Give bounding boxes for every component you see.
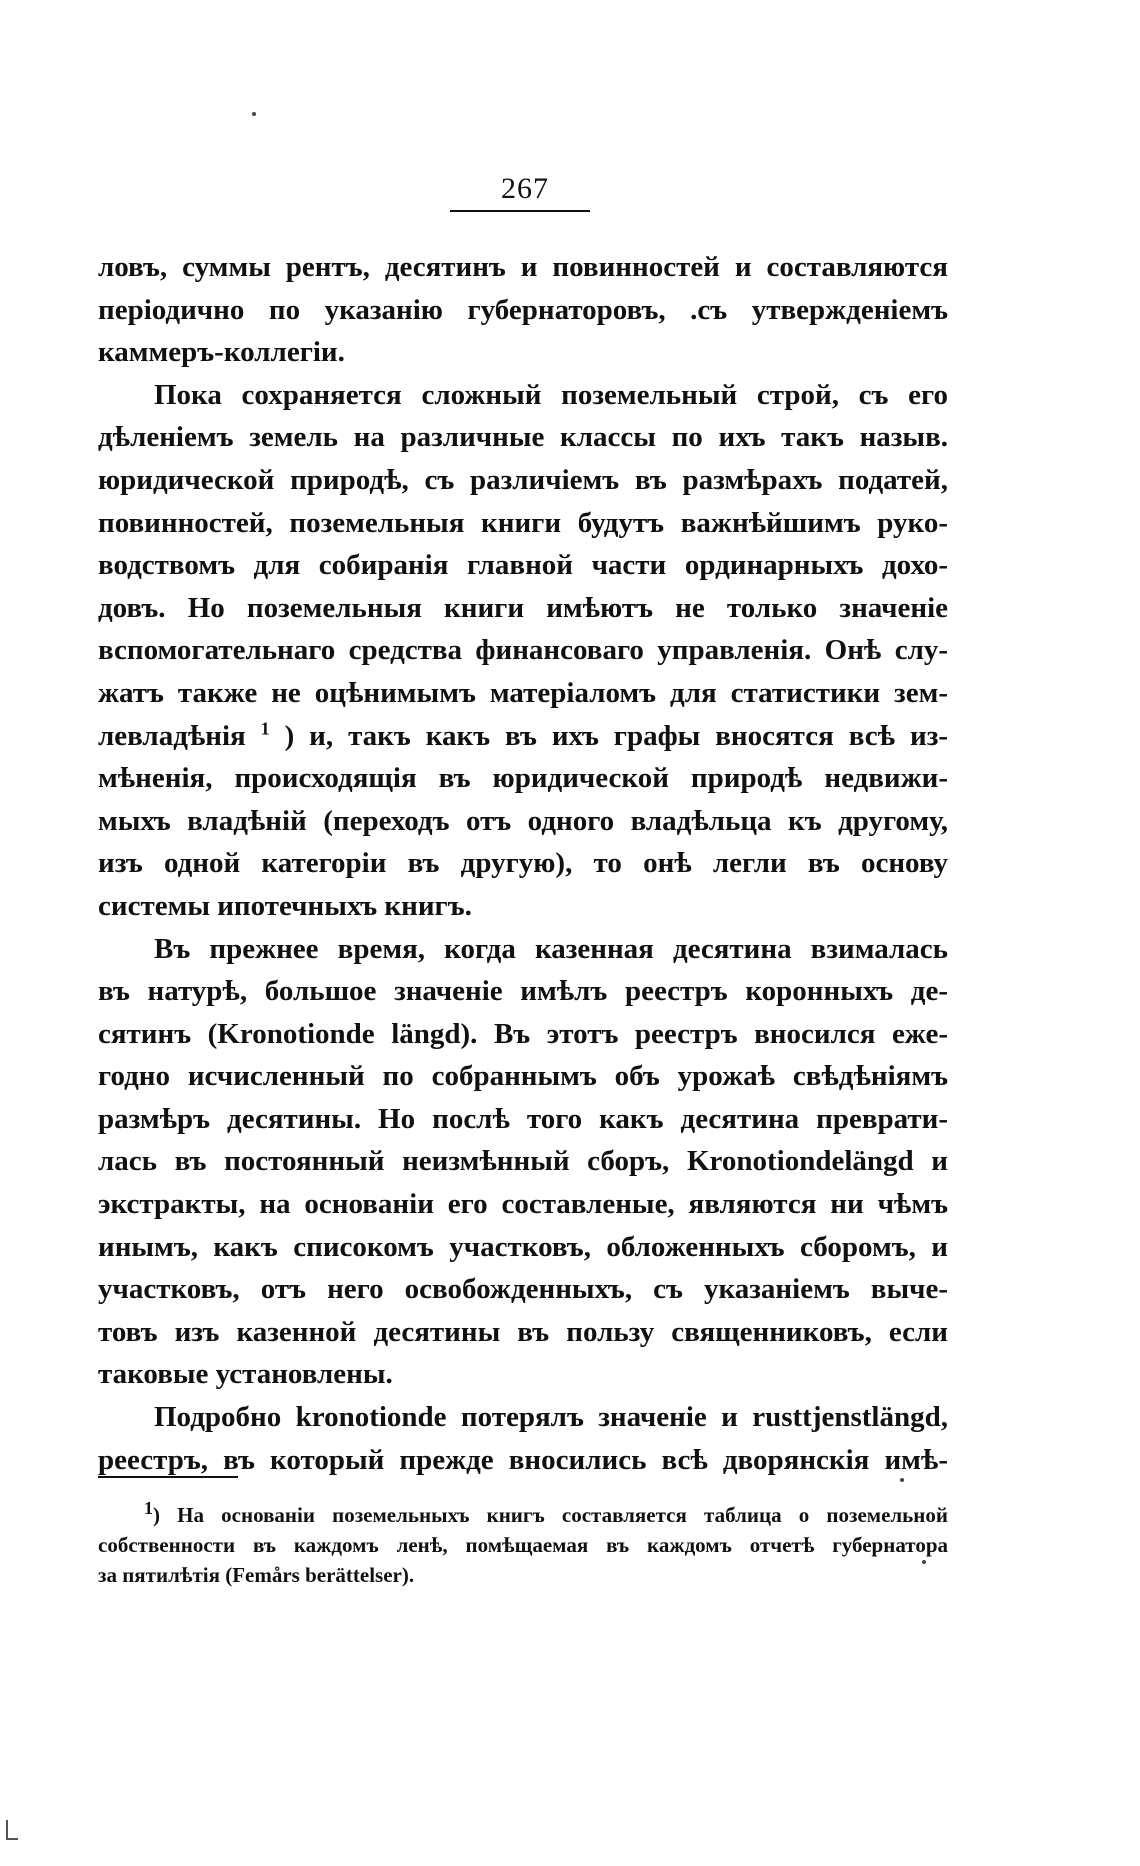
text-line: дѣленіемъ земель на различные классы по ихъ такъ назыв. <box>98 421 948 454</box>
footnote-line <box>98 1500 948 1530</box>
text-line: Подробно kronotionde потерялъ значеніе и rusttjenstlängd, <box>154 1401 948 1434</box>
footnote <box>98 1500 948 1590</box>
text-line: изъ одной категоріи въ другую), то онѣ легли въ основу <box>98 847 948 880</box>
text-fragment: ) и, такъ какъ въ ихъ графы вносятся всѣ из- <box>284 719 948 752</box>
text-line: юридической природѣ, съ различіемъ въ размѣрахъ податей, <box>98 463 948 496</box>
text-line: мѣненія, происходящія въ юридической природѣ недвижи- <box>98 762 948 795</box>
text-line: мыхъ владѣній (переходъ отъ одного владѣльца къ другому, <box>98 804 948 837</box>
scan-speck <box>922 1560 926 1564</box>
text-line: сятинъ (Kronotionde längd). Въ этотъ реестръ вносился еже- <box>98 1017 948 1050</box>
text-line: довъ. Но поземельныя книги имѣютъ не только значеніе <box>98 591 948 624</box>
footnote-line: собственности въ каждомъ ленѣ, помѣщаемая въ каждомъ отчетѣ губернатора <box>98 1533 948 1557</box>
text-line: въ натурѣ, большое значеніе имѣлъ реестръ коронныхъ де- <box>98 975 948 1008</box>
text-line: періодично по указанію губернаторовъ, .съ утвержденіемъ <box>98 293 948 326</box>
text-line: водствомъ для собиранія главной части ординарныхъ дохо- <box>98 549 948 582</box>
text-line: таковые установлены. <box>98 1358 393 1391</box>
text-line: вспомогательнаго средства финансоваго управленія. Онѣ слу- <box>98 634 948 667</box>
scan-speck <box>252 112 256 116</box>
text-fragment: левладѣнія <box>98 719 246 752</box>
text-line: годно исчисленный по собраннымъ объ урожаѣ свѣдѣніямъ <box>98 1060 948 1093</box>
text-line: Пока сохраняется сложный поземельный строй, съ его <box>154 378 948 411</box>
footnote-line: за пятилѣтія (Femårs berättelser). <box>98 1563 415 1587</box>
text-line: Въ прежнее время, когда казенная десятина взималась <box>154 932 948 965</box>
page-number: 267 <box>501 172 549 205</box>
body-text <box>98 246 948 1481</box>
footnote-text: ) На основаніи поземельныхъ книгъ составляется таблица о поземельной <box>153 1503 948 1527</box>
text-line: жатъ также не оцѣнимымъ матеріаломъ для статистики зем- <box>98 676 948 709</box>
text-line: инымъ, какъ списокомъ участковъ, обложенныхъ сборомъ, и <box>98 1230 948 1263</box>
text-line: товъ изъ казенной десятины въ пользу священниковъ, если <box>98 1315 948 1348</box>
text-line: реестръ, въ который прежде вносились всѣ дворянскія имѣ- <box>98 1443 948 1476</box>
text-line: лась въ постоянный неизмѣнный сборъ, Kronotiondelängd и <box>98 1145 948 1178</box>
text-line: размѣръ десятины. Но послѣ того какъ десятина преврати- <box>98 1102 948 1135</box>
text-line: участковъ, отъ него освобожденныхъ, съ указаніемъ выче- <box>98 1273 948 1306</box>
text-line: ловъ, суммы рентъ, десятинъ и повинностей и составляются <box>98 251 948 283</box>
scan-speck <box>900 1478 904 1482</box>
footnote-marker: 1 <box>144 1500 153 1518</box>
footnote-rule <box>98 1476 238 1478</box>
text-line: повинностей, поземельныя книги будутъ важнѣйшимъ руко- <box>98 506 948 539</box>
footnote-ref[interactable]: 1 <box>260 717 270 738</box>
text-line: системы ипотечныхъ книгъ. <box>98 889 472 922</box>
margin-mark <box>6 1820 18 1840</box>
text-line: каммеръ-коллегіи. <box>98 336 345 369</box>
text-line: экстракты, на основаніи его составленые, являются ни чѣмъ <box>98 1188 948 1221</box>
page-number-rule <box>450 210 590 212</box>
text-line-with-footnote-ref <box>98 715 948 758</box>
